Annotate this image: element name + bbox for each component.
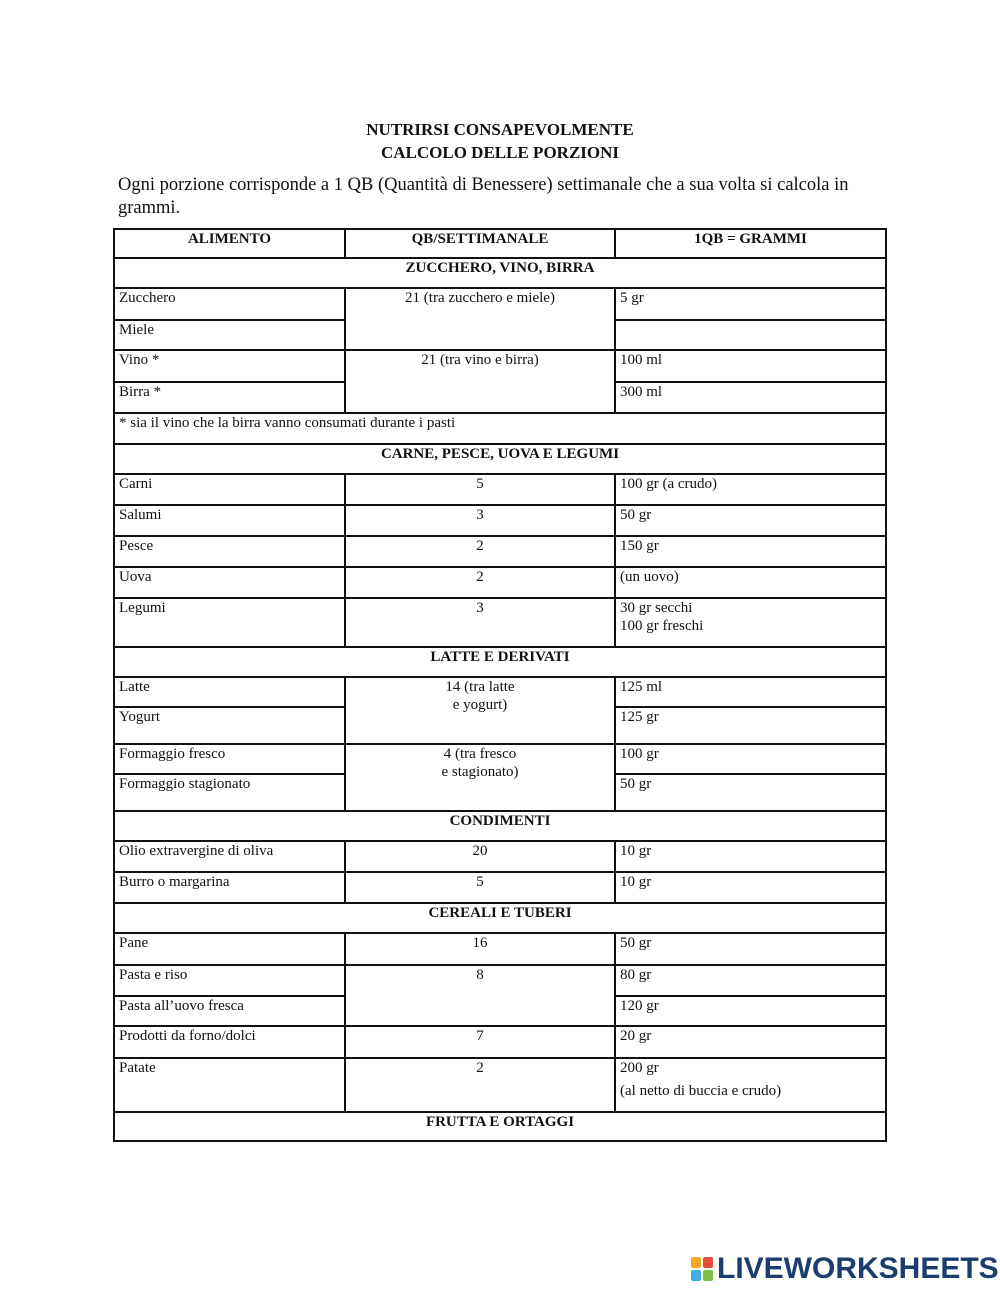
- table-header-row: [114, 229, 886, 258]
- title-line-1: NUTRIRSI CONSAPEVOLMENTE: [366, 120, 634, 139]
- grams-value: 50 gr: [615, 505, 886, 536]
- table-row: [114, 567, 886, 598]
- grams-value: 100 gr: [615, 744, 886, 774]
- qb-value: 5: [345, 474, 615, 505]
- qb-line: e stagionato): [441, 764, 519, 780]
- qb-value: [345, 744, 615, 811]
- intro-text: Ogni porzione corrisponde a 1 QB (Quantità di Benessere) settimanale che a sua volta si calcola in grammi.: [118, 175, 849, 218]
- table-row: [114, 677, 886, 707]
- grams-value: 50 gr: [615, 933, 886, 965]
- food-name: Miele: [114, 320, 345, 350]
- food-name: Pesce: [114, 536, 345, 567]
- qb-line: 14 (tra latte: [445, 679, 515, 695]
- section-row: [114, 444, 886, 474]
- section-row: [114, 1112, 886, 1141]
- section-title-carne: CARNE, PESCE, UOVA E LEGUMI: [114, 444, 886, 474]
- food-name: Pane: [114, 933, 345, 965]
- grams-value: 100 ml: [615, 350, 886, 382]
- grams-value: 125 ml: [615, 677, 886, 707]
- table-row: [114, 841, 886, 872]
- table-row: [114, 872, 886, 903]
- grams-value: 150 gr: [615, 536, 886, 567]
- grams-value: 5 gr: [615, 288, 886, 320]
- food-name: Prodotti da forno/dolci: [114, 1026, 345, 1058]
- food-name: Yogurt: [114, 707, 345, 744]
- title-line-2: CALCOLO DELLE PORZIONI: [380, 143, 620, 162]
- grams-value: 125 gr: [615, 707, 886, 744]
- header-alimento: ALIMENTO: [114, 229, 345, 258]
- qb-value: 2: [345, 567, 615, 598]
- grams-value: 120 gr: [615, 996, 886, 1026]
- logo-square: [691, 1270, 701, 1281]
- table-row: [114, 1058, 886, 1112]
- logo-text: LIVEWORKSHEETS: [717, 1252, 999, 1285]
- qb-value: 2: [345, 1058, 615, 1112]
- grams-value: 50 gr: [615, 774, 886, 811]
- food-name: Formaggio fresco: [114, 744, 345, 774]
- footnote: * sia il vino che la birra vanno consumati durante i pasti: [114, 413, 886, 444]
- food-name: Birra *: [114, 382, 345, 413]
- grams-value: 100 gr (a crudo): [615, 474, 886, 505]
- section-row: [114, 811, 886, 841]
- food-name: Burro o margarina: [114, 872, 345, 903]
- food-name: Carni: [114, 474, 345, 505]
- food-name: Olio extravergine di oliva: [114, 841, 345, 872]
- grams-line: 30 gr secchi: [620, 600, 693, 616]
- qb-line: 4 (tra fresco: [443, 746, 517, 762]
- section-row: [114, 903, 886, 933]
- qb-value: 21 (tra zucchero e miele): [345, 288, 615, 350]
- qb-value: [345, 677, 615, 744]
- grams-value: 300 ml: [615, 382, 886, 413]
- table-row: [114, 744, 886, 774]
- grams-value: 20 gr: [615, 1026, 886, 1058]
- logo-square: [703, 1270, 713, 1281]
- food-name: Patate: [114, 1058, 345, 1112]
- grams-value: 10 gr: [615, 841, 886, 872]
- qb-value: 21 (tra vino e birra): [345, 350, 615, 413]
- section-row: [114, 647, 886, 677]
- logo-mark-icon: [691, 1257, 713, 1281]
- qb-value: 8: [345, 965, 615, 1026]
- qb-value: 2: [345, 536, 615, 567]
- grams-value: [615, 598, 886, 647]
- section-title-cereali: CEREALI E TUBERI: [114, 903, 886, 933]
- section-title-zucchero: ZUCCHERO, VINO, BIRRA: [114, 258, 886, 288]
- grams-line: 200 gr: [620, 1060, 659, 1076]
- grams-line: (al netto di buccia e crudo): [620, 1083, 782, 1099]
- section-title-condimenti: CONDIMENTI: [114, 811, 886, 841]
- table-row: [114, 288, 886, 320]
- food-name: Latte: [114, 677, 345, 707]
- grams-line: 100 gr freschi: [620, 618, 704, 634]
- table-row: [114, 1026, 886, 1058]
- table-row: [114, 598, 886, 647]
- header-grammi: 1QB = GRAMMI: [615, 229, 886, 258]
- qb-value: 5: [345, 872, 615, 903]
- food-name: Salumi: [114, 505, 345, 536]
- note-row: [114, 413, 886, 444]
- section-title-latte: LATTE E DERIVATI: [114, 647, 886, 677]
- section-title-frutta: FRUTTA E ORTAGGI: [114, 1112, 886, 1141]
- food-name: Formaggio stagionato: [114, 774, 345, 811]
- portion-table: [113, 228, 887, 1142]
- food-name: Pasta all’uovo fresca: [114, 996, 345, 1026]
- qb-value: 3: [345, 598, 615, 647]
- qb-line: e yogurt): [452, 697, 508, 713]
- table-row: [114, 474, 886, 505]
- grams-value: 10 gr: [615, 872, 886, 903]
- food-name: Uova: [114, 567, 345, 598]
- header-qb-settimanale: QB/SETTIMANALE: [345, 229, 615, 258]
- qb-value: 20: [345, 841, 615, 872]
- food-name: Zucchero: [114, 288, 345, 320]
- food-name: Pasta e riso: [114, 965, 345, 996]
- food-name: Vino *: [114, 350, 345, 382]
- food-name: Legumi: [114, 598, 345, 647]
- table-row: [114, 350, 886, 382]
- grams-value: [615, 320, 886, 350]
- qb-value: 16: [345, 933, 615, 965]
- logo-square: [703, 1257, 713, 1268]
- grams-value: 80 gr: [615, 965, 886, 996]
- table-row: [114, 965, 886, 996]
- grams-value: [615, 1058, 886, 1112]
- table-row: [114, 505, 886, 536]
- logo-square: [691, 1257, 701, 1268]
- grams-value: (un uovo): [615, 567, 886, 598]
- table-row: [114, 933, 886, 965]
- liveworksheets-logo[interactable]: [691, 1254, 999, 1284]
- qb-value: 3: [345, 505, 615, 536]
- table-row: [114, 536, 886, 567]
- section-row: [114, 258, 886, 288]
- qb-value: 7: [345, 1026, 615, 1058]
